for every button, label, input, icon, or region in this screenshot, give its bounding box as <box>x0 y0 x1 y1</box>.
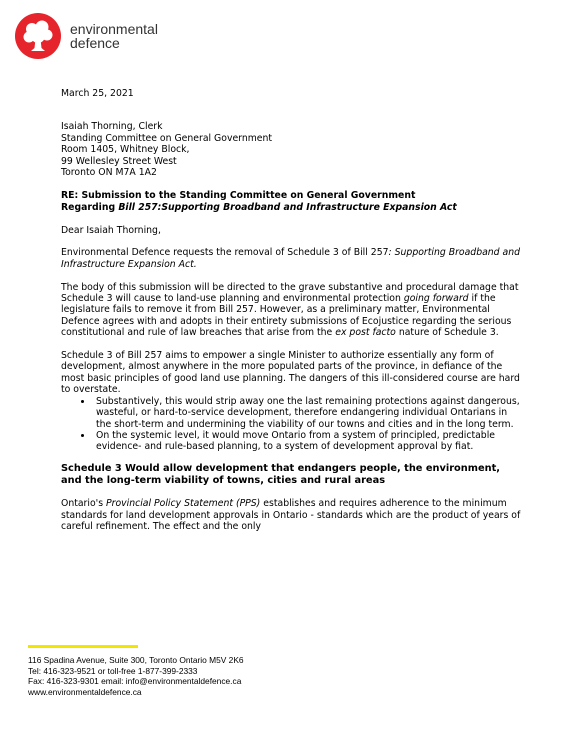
recipient-committee: Standing Committee on General Government <box>61 132 273 144</box>
subject-bill-title: Bill 257:Supporting Broadband and Infrastructure Expansion Act <box>118 201 457 213</box>
tree-logo-icon <box>14 12 62 60</box>
logo-line-1: environmental <box>70 21 158 37</box>
recipient-name: Isaiah Thorning, Clerk <box>61 121 163 133</box>
recipient-address <box>61 121 523 178</box>
paragraph-pps-a: Ontario's <box>61 498 107 510</box>
recipient-city: Toronto ON M7A 1A2 <box>61 167 157 179</box>
logo-text <box>70 22 158 50</box>
footer-accent-line <box>28 645 138 648</box>
paragraph-request-text: Environmental Defence requests the removal of Schedule 3 of Bill 257 <box>61 247 389 259</box>
paragraph-preliminary-b-italic: ex post facto <box>335 327 396 339</box>
footer-fax-email: Fax: 416-323-9301 email: info@environmentaldefence.ca <box>28 676 242 687</box>
paragraph-request <box>61 247 523 270</box>
dangers-list <box>61 396 523 453</box>
footer-website: www.environmentaldefence.ca <box>28 686 142 697</box>
recipient-room: Room 1405, Whitney Block, <box>61 144 190 156</box>
paragraph-pps-italic: Provincial Policy Statement (PPS) <box>106 498 261 510</box>
footer-tel: Tel: 416-323-9521 or toll-free 1-877-399-2333 <box>28 665 198 676</box>
list-item: • Substantively, this would strip away one the last remaining protections against dangerous, wasteful, or hard-to-service development, therefore endangering individual Ontarians in the short-term and undermining the viability of our towns and cities and in the long term. <box>93 396 523 430</box>
paragraph-request-italic: : Supporting Broadband and Infrastructure Expansion Act. <box>61 247 521 270</box>
paragraph-preliminary <box>61 282 523 339</box>
logo-line-2: defence <box>70 35 120 51</box>
subject-line <box>61 190 523 213</box>
salutation: Dear Isaiah Thorning, <box>61 224 161 236</box>
logo <box>14 12 158 60</box>
section-heading: Schedule 3 Would allow development that endangers people, the environment, and the long-term viability of towns, cities and rural areas <box>61 462 500 486</box>
list-item: • On the systemic level, it would move Ontario from a system of principled, predictable evidence- and rule-based planning, to a system of development approval by fiat. <box>93 430 523 453</box>
paragraph-pps <box>61 498 523 532</box>
letter-date: March 25, 2021 <box>61 88 134 99</box>
paragraph-preliminary-a-italic: going forward <box>403 293 469 305</box>
paragraph-preliminary-c: nature of Schedule 3. <box>395 327 499 339</box>
footer-contact <box>28 655 244 697</box>
letter-body <box>61 88 523 544</box>
paragraph-pps-b: establishes and requires adherence to the minimum standards for land development approvals in Ontario - standards which are the product of years of careful refinement. The effect and the only <box>61 498 521 532</box>
footer-address: 116 Spadina Avenue, Suite 300, Toronto Ontario M5V 2K6 <box>28 655 244 665</box>
paragraph-schedule-3: Schedule 3 of Bill 257 aims to empower a single Minister to authorize essentially any form of development, almost anywhere in the more populated parts of the province, in defiance of the most basic principles of good land use planning. The dangers of this ill-considered course are hard to overstate. <box>61 350 520 396</box>
recipient-street: 99 Wellesley Street West <box>61 155 177 167</box>
subject-prefix: Regarding <box>61 201 119 213</box>
paragraph-preliminary-b: if the legislature fails to remove it from Bill 257. However, as a preliminary matter, Environmental Defence agrees with and adopts in their entirety submissions of Ecojustice regarding the serious constitutional and rule of law breaches that arise from the <box>61 293 512 339</box>
subject-line-1: RE: Submission to the Standing Committee on General Government <box>61 190 416 202</box>
paragraph-preliminary-a: The body of this submission will be directed to the grave substantive and procedural damage that Schedule 3 will cause to land-use planning and environmental protection <box>61 281 519 305</box>
